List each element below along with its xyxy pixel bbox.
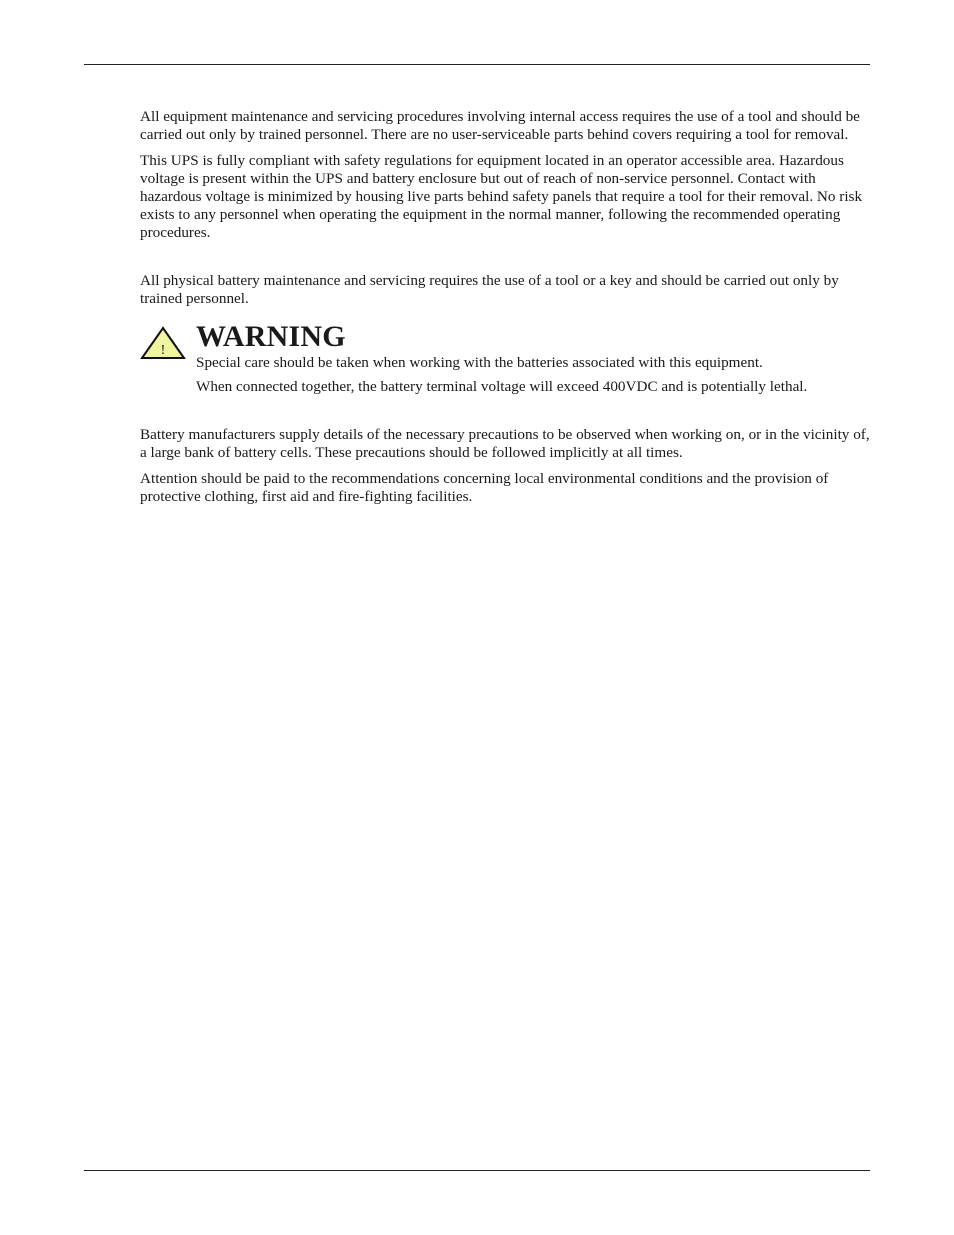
warning-block [140,322,872,412]
warning-line-voltage: When connected together, the battery terminal voltage will exceed 400VDC and is potentially lethal. [196,378,808,395]
paragraph-safety-compliance: This UPS is fully compliant with safety regulations for equipment located in an operator accessible area. Hazardous voltage is present within the UPS and battery enclosure but out of reach of non-service personnel. Contact with hazardous voltage is minimized by housing live parts behind safety panels that require a tool for their removal. No risk exists to any personnel when operating the equipment in the normal manner, following the recommended operating procedures. [140,152,863,241]
document-body [140,108,872,514]
paragraph-manufacturer-precautions: Battery manufacturers supply details of the necessary precautions to be observed when working on, or in the vicinity of, a large bank of battery cells. These precautions should be followed implicitly at all times. [140,426,870,461]
warning-line-care: Special care should be taken when working with the batteries associated with this equipment. [196,354,763,371]
warning-triangle-icon [140,326,186,360]
paragraph-battery-maintenance: All physical battery maintenance and servicing requires the use of a tool or a key and should be carried out only by trained personnel. [140,272,839,307]
warning-title: WARNING [196,320,346,353]
footer-rule [84,1170,870,1171]
paragraph-internal-access: All equipment maintenance and servicing procedures involving internal access requires the use of a tool and should be carried out only by trained personnel. There are no user-serviceable parts behind covers requiring a tool for removal. [140,108,860,143]
paragraph-environmental-conditions: Attention should be paid to the recommendations concerning local environmental conditions and the provision of protective clothing, first aid and fire-fighting facilities. [140,470,829,505]
warning-exclamation: ! [160,343,166,358]
header-rule [84,64,870,65]
